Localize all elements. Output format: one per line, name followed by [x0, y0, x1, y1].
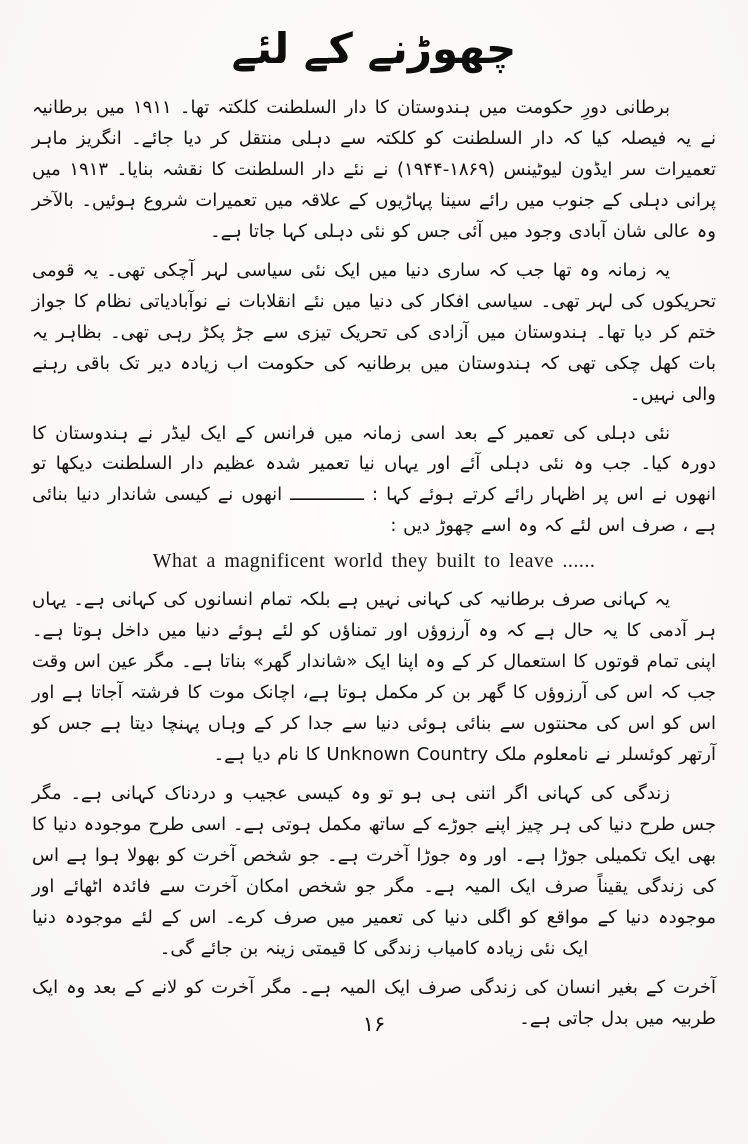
paragraph-political-wave: یہ زمانہ وہ تھا جب کہ ساری دنیا میں ایک نئی سیاسی لہر آچکی تھی۔ یہ قومی تحریکوں کی لہر تھی۔ سیاسی افکار کی دنیا میں نئے انقلابات نے نوآبادیاتی نظام کا جواز ختم کر دیا تھا۔ ہندوستان میں آزادی کی تحریک تیزی سے جڑ پکڑ رہی تھی۔ بظاہر یہ بات کھل چکی تھی کہ ہندوستان میں برطانیہ کی حکومت اب زیادہ دیر تک باقی رہنے والی نہیں۔	[32, 259, 716, 405]
paragraph-story-of-all-humans: یہ کہانی صرف برطانیہ کی کہانی نہیں ہے بلکہ تمام انسانوں کی کہانی ہے۔ یہاں ہر آدمی کا یہ حال ہے کہ وہ آرزوؤں اور تمناؤں کو لئے ہوئے دنیا میں داخل ہوتا ہے۔ اپنی تمام قوتوں کا استعمال کر کے وہ اپنا ایک «شاندار گھر» بناتا ہے۔ مگر عین اس وقت جب کہ اس کی آرزوؤں کا گھر بن کر مکمل ہوتا ہے، اچانک موت کا فرشتہ آجاتا ہے اور اس کو اس کی محنتوں سے بنائی ہوئی دنیا سے جدا کر کے وہاں پہنچا دیتا ہے جس کو آرتھر کوئسلر نے نامعلوم ملک Unknown Country کا نام دیا ہے۔	[32, 589, 716, 766]
paragraph-closing-line: آخرت کے بغیر انسان کی زندگی صرف ایک المیہ ہے۔ مگر آخرت کو لانے کے بعد وہ ایک طربیہ میں بدل جاتی ہے۔	[32, 976, 716, 1029]
page-title: چھوڑنے کے لئے	[231, 24, 517, 73]
page-number: ۱۶	[362, 1012, 386, 1036]
paragraph-french-leader: نئی دہلی کی تعمیر کے بعد اسی زمانہ میں فرانس کے ایک لیڈر نے ہندوستان کا دورہ کیا۔ جب وہ نئی دہلی آئے اور یہاں نیا تعمیر شدہ عظیم دار السلطنت دیکھا تو انھوں نے اس پر اظہار رائے کرتے ہوئے کہا : ــــــــــــــ انھوں نے کیسی شاندار دنیا بنائی ہے ، صرف اس لئے کہ وہ اسے چھوڑ دیں :	[32, 422, 716, 537]
paragraph-british-capital: برطانی دورِ حکومت میں ہندوستان کا دار السلطنت کلکتہ تھا۔ ۱۹۱۱ میں برطانیہ نے یہ فیصلہ کیا کہ دار السلطنت کو کلکتہ سے دہلی منتقل کر دیا جائے۔ انگریز ماہر تعمیرات سر ایڈون لیوٹینس (۱۸۶۹-۱۹۴۴) نے نئے دار السلطنت کا نقشہ بنایا۔ ۱۹۱۳ میں پرانی دہلی کے جنوب میں رائے سینا پہاڑیوں کے علاقہ میں تعمیرات شروع ہوئیں۔ بالآخر وہ عالی شان آبادی وجود میں آئی جس کو نئی دہلی کہا جاتا ہے۔	[32, 97, 717, 242]
english-quote: What a magnificent world they built to leave ......	[152, 550, 596, 573]
paragraph-life-and-hereafter: زندگی کی کہانی اگر اتنی ہی ہو تو وہ کیسی عجیب و دردناک کہانی ہے۔ مگر جس طرح دنیا کی ہر چیز اپنے جوڑے کے ساتھ مکمل ہوتی ہے۔ اسی طرح موجودہ دنیا کا بھی ایک تکمیلی جوڑا ہے۔ اور وہ جوڑا آخرت ہے۔ جو شخص آخرت کو بھولا ہوا ہے اس کی زندگی یقیناً صرف ایک المیہ ہے۔ مگر جو شخص امکان آخرت سے فائدہ اٹھائے اور موجودہ دنیا کے مواقع کو اگلی دنیا کی تعمیر میں صرف کرے۔ اس کے لئے موجودہ دنیا ایک نئی زیادہ کامیاب زندگی کا قیمتی زینہ بن جائے گی۔	[32, 783, 716, 959]
